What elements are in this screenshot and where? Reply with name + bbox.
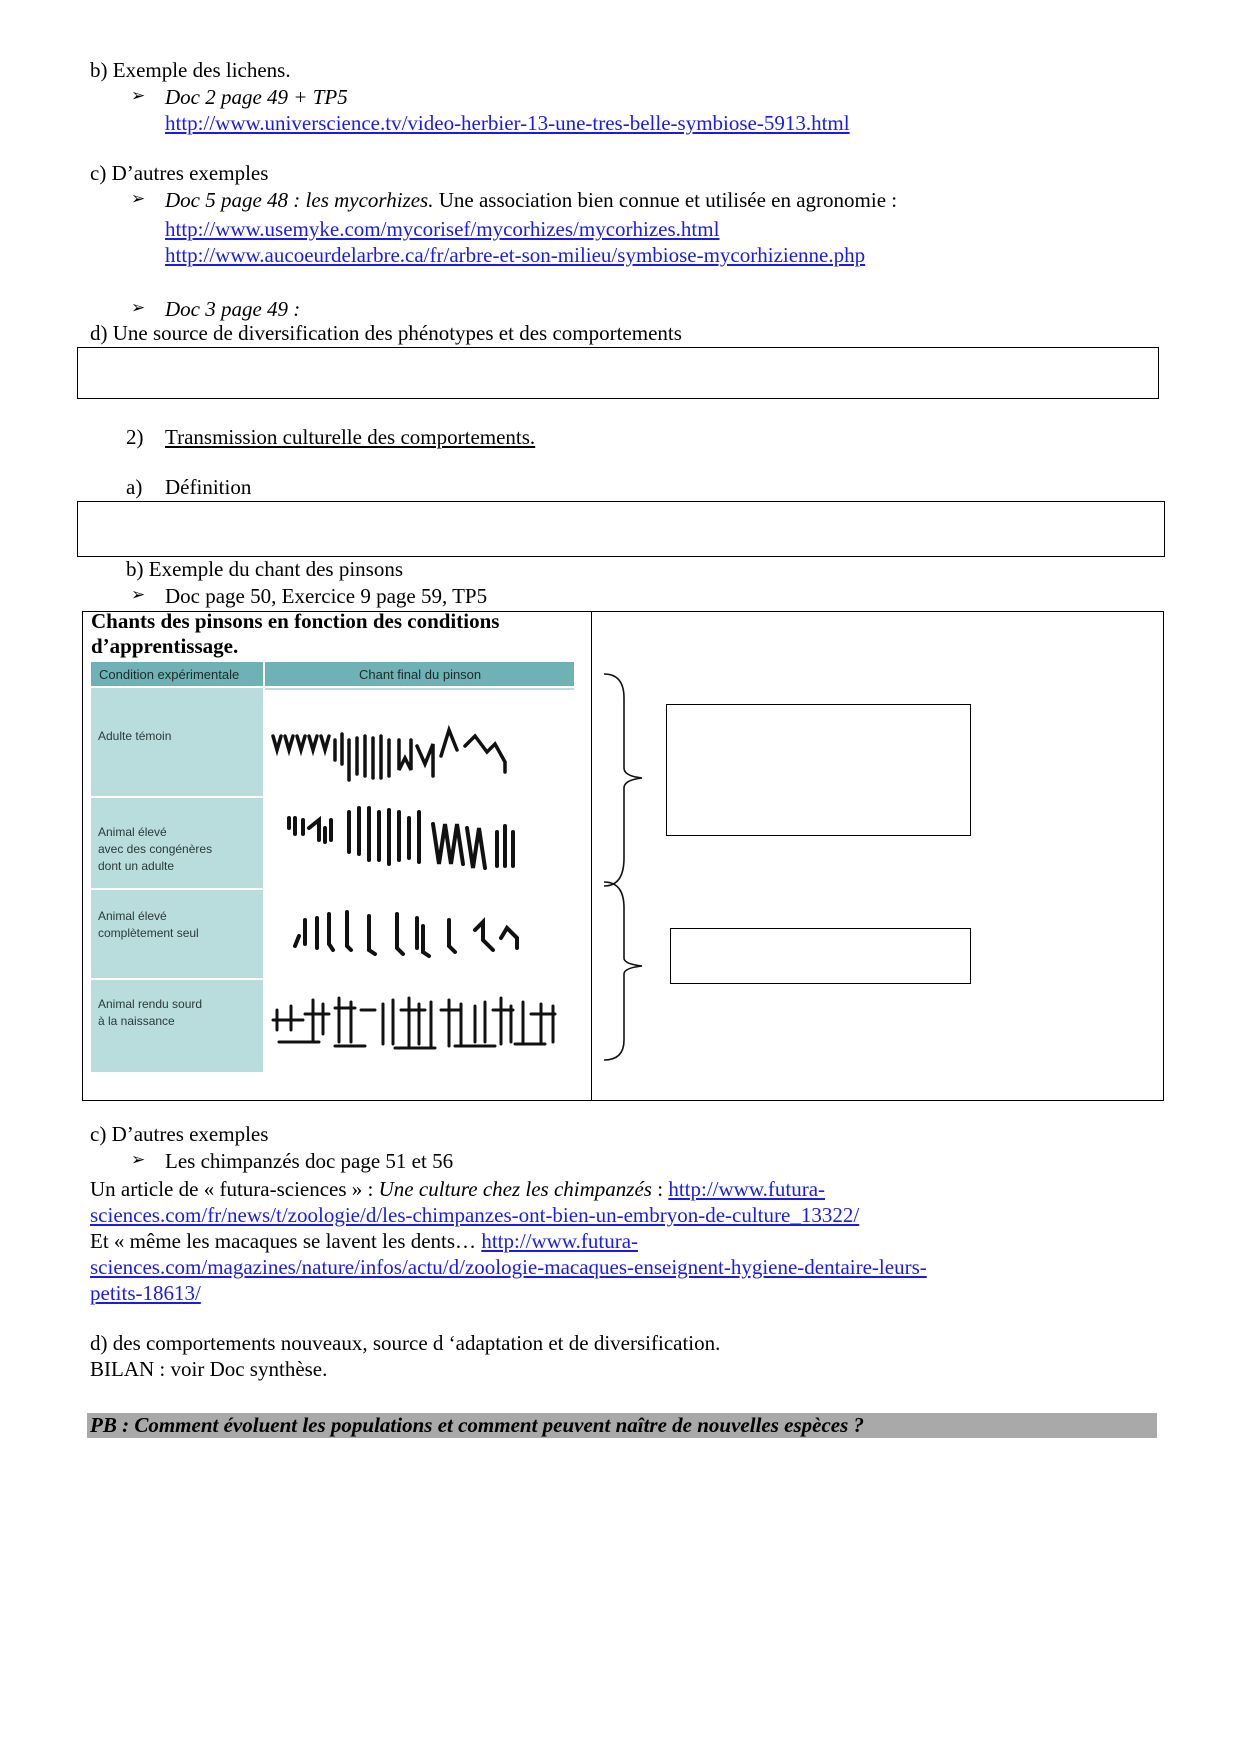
sonogram-raised-with-adult [265, 798, 574, 888]
article-prefix: Un article de « futura-sciences » : [90, 1177, 379, 1201]
article-title: Une culture chez les chimpanzés [378, 1177, 652, 1201]
part2-title: Transmission culturelle des comportements. [165, 425, 536, 449]
finch-table-title: Chants des pinsons en fonction des conditions d’apprentissage. [91, 609, 500, 658]
aucoeurdelarbre-link[interactable]: http://www.aucoeurdelarbre.ca/fr/arbre-et-son-milieu/symbiose-mycorhizienne.php [165, 243, 866, 267]
sonogram-image [265, 890, 574, 978]
definition-label: Définition [165, 475, 252, 499]
macaque-article-link-continued[interactable]: sciences.com/magazines/nature/infos/actu/d/zoologie-macaques-enseignent-hygiene-dentaire-leurs- [90, 1255, 927, 1279]
arrow-bullet-icon: ➢ [131, 585, 146, 605]
sonogram-deafened [265, 980, 574, 1072]
lichens-heading: b) Exemple des lichens. [90, 58, 291, 82]
mycorhizes-doc-ref: Doc 5 page 48 : les mycorhizes. [165, 188, 434, 212]
chimp-doc-ref: Les chimpanzés doc page 51 et 56 [165, 1149, 454, 1173]
lower-answer-box[interactable] [670, 928, 971, 984]
diversification-heading: d) Une source de diversification des phénotypes et des comportements [90, 321, 682, 345]
usemyke-link[interactable]: http://www.usemyke.com/mycorisef/mycorhizes/mycorhizes.html [165, 217, 720, 241]
mycorhizes-description: Une association bien connue et utilisée en agronomie : [433, 188, 898, 212]
finch-doc-ref: Doc page 50, Exercice 9 page 59, TP5 [165, 584, 488, 608]
macaque-line [90, 1228, 638, 1254]
macaque-article-link[interactable]: http://www.futura- [481, 1229, 639, 1253]
row-label-control-adult: Adulte témoin [98, 729, 172, 743]
finch-heading: b) Exemple du chant des pinsons [126, 557, 404, 581]
sonogram-raised-alone [265, 890, 574, 978]
article-separator: : [651, 1177, 669, 1201]
row-label-raised-with-adult: Animal élevé avec des congénères dont un adulte [98, 825, 213, 873]
arrow-bullet-icon: ➢ [131, 189, 146, 209]
mycorhizes-line [165, 187, 897, 213]
chimp-article-link[interactable]: http://www.futura- [668, 1177, 826, 1201]
other-examples-heading-2: c) D’autres exemples [90, 1122, 269, 1146]
doc3-ref: Doc 3 page 49 : [165, 297, 301, 321]
new-behaviours-heading: d) des comportements nouveaux, source d ‘adaptation et de diversification. [90, 1331, 721, 1355]
bilan-line: BILAN : voir Doc synthèse. [90, 1357, 328, 1381]
diversification-answer-box[interactable] [77, 347, 1159, 399]
definition-letter: a) [126, 475, 143, 499]
arrow-bullet-icon: ➢ [131, 1150, 146, 1170]
column-header-condition: Condition expérimentale [91, 662, 263, 688]
lower-brace [604, 882, 642, 1060]
row-label-raised-alone: Animal élevé complètement seul [98, 909, 199, 940]
arrow-bullet-icon: ➢ [131, 298, 146, 318]
sonogram-control-adult [265, 690, 574, 796]
macaque-article-link-end[interactable]: petits-18613/ [90, 1281, 201, 1305]
arrow-bullet-icon: ➢ [131, 86, 146, 106]
problem-statement: PB : Comment évoluent les populations et comment peuvent naître de nouvelles espèces ? [90, 1413, 865, 1437]
chimp-article-link-continued[interactable]: sciences.com/fr/news/t/zoologie/d/les-chimpanzes-ont-bien-un-embryon-de-culture_13322/ [90, 1203, 860, 1227]
lichens-doc-ref: Doc 2 page 49 + TP5 [165, 85, 348, 109]
row-label-deafened: Animal rendu sourd à la naissance [98, 997, 203, 1028]
chimp-article-line [90, 1176, 825, 1202]
grouping-braces [598, 668, 648, 1068]
column-header-song: Chant final du pinson [265, 662, 574, 688]
definition-answer-box[interactable] [77, 501, 1165, 557]
other-examples-heading: c) D’autres exemples [90, 161, 269, 185]
lichens-video-link[interactable]: http://www.universcience.tv/video-herbier-13-une-tres-belle-symbiose-5913.html [165, 111, 850, 135]
macaque-prefix: Et « même les macaques se lavent les dents… [90, 1229, 482, 1253]
finch-song-table [91, 662, 574, 1072]
sonogram-image [265, 690, 574, 796]
part2-number: 2) [126, 425, 144, 449]
sonogram-image [265, 980, 574, 1072]
sonogram-image [265, 798, 574, 888]
upper-brace [604, 674, 642, 886]
panel-divider [591, 611, 592, 1101]
upper-answer-box[interactable] [666, 704, 971, 836]
